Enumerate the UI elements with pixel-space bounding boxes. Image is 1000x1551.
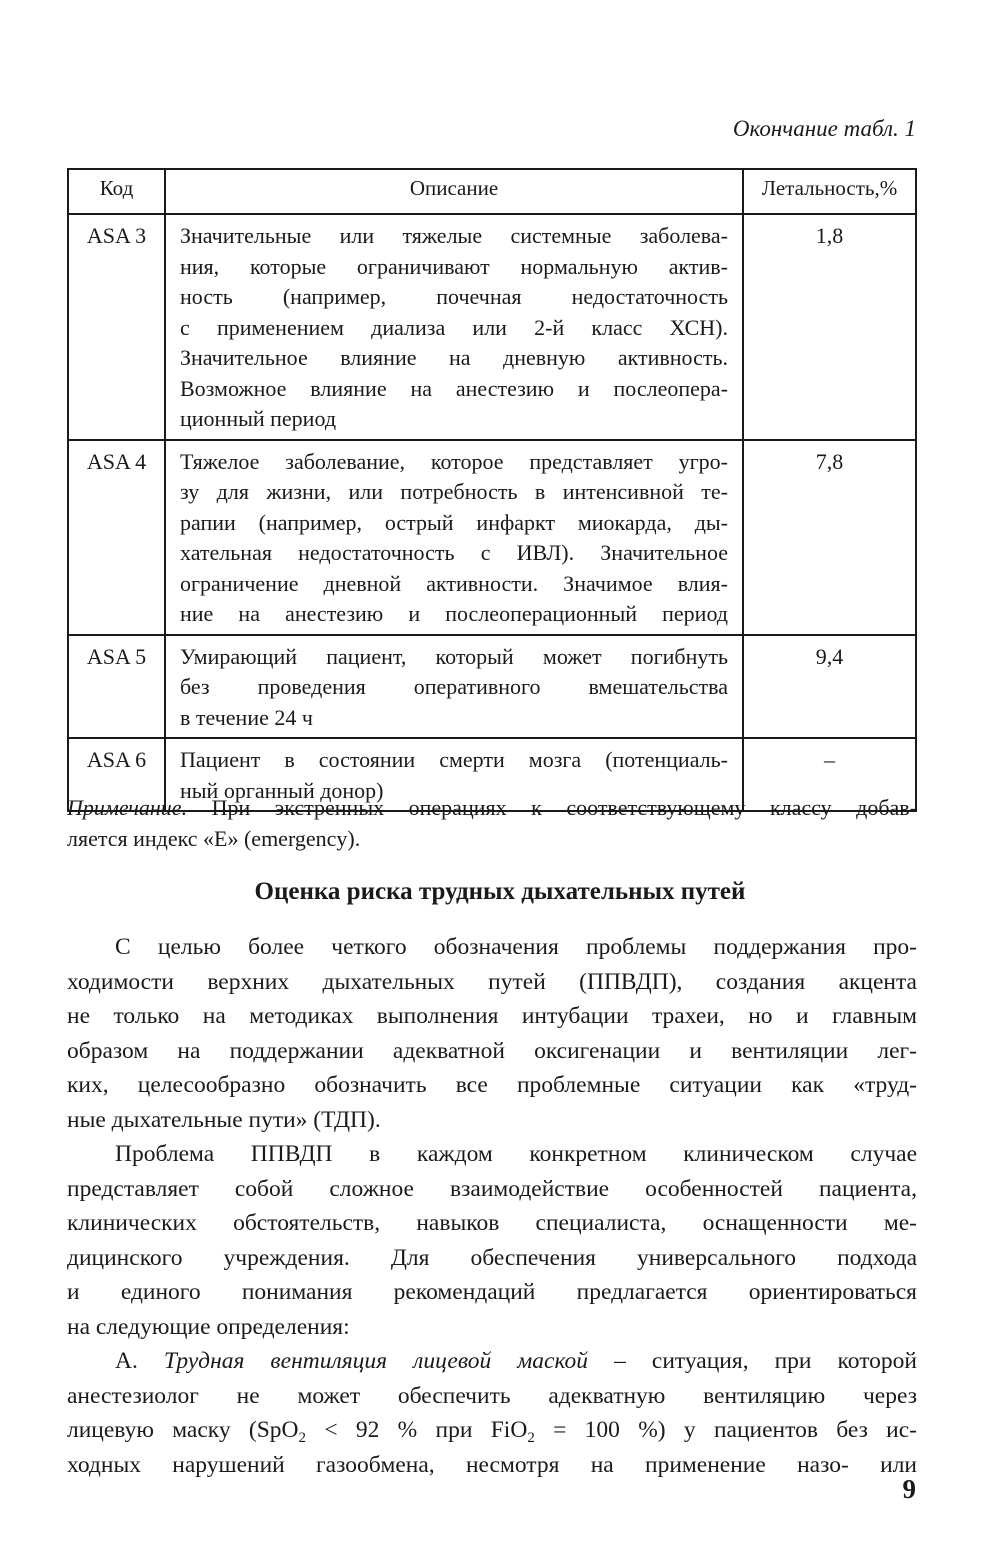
desc-line: Значительное влияние на дневную активность. <box>180 345 728 370</box>
desc-line: ограничение дневной активности. Значимое влия- <box>180 570 728 596</box>
text-fragment: – ситуация, при которой <box>588 1348 917 1374</box>
text-line: клинических обстоятельств, навыков специалиста, оснащенности ме- <box>67 1210 917 1236</box>
cell-code: ASA 4 <box>68 440 165 635</box>
desc-line: ный органный донор) <box>180 777 384 803</box>
cell-code: ASA 3 <box>68 214 165 440</box>
note-text: ляется индекс «Е» (emergency). <box>67 826 361 851</box>
defined-term: Трудная вентиляция лицевой маской <box>163 1348 589 1374</box>
subscript: 2 <box>298 1430 307 1446</box>
desc-line: в течение 24 ч <box>180 704 313 730</box>
cell-lethality: 7,8 <box>743 440 916 635</box>
desc-line: ние на анестезию и послеоперационный период <box>180 601 728 626</box>
desc-line: Пациент в состоянии смерти мозга (потенциаль- <box>180 747 728 772</box>
table-row <box>68 214 916 440</box>
text-line: С целью более четкого обозначения проблемы поддержания про- <box>115 934 917 960</box>
text-line: ходимости верхних дыхательных путей (ППВДП), создания акцента <box>67 968 917 995</box>
text-line: образом на поддержании адекватной оксигенации и вентиляции лег- <box>67 1037 917 1064</box>
cell-code: ASA 5 <box>68 635 165 739</box>
cell-lethality: 1,8 <box>743 214 916 440</box>
text-line: ходных нарушений газообмена, несмотря на применение назо- или <box>67 1451 917 1478</box>
text-line: дицинского учреждения. Для обеспечения универсального подхода <box>67 1244 917 1271</box>
desc-line: ния, которые ограничивают нормальную актив- <box>180 253 728 279</box>
cell-description <box>165 440 743 635</box>
section-heading: Оценка риска трудных дыхательных путей <box>254 878 746 905</box>
paragraph-3 <box>67 1344 917 1482</box>
text-line: Проблема ППВДП в каждом конкретном клиническом случае <box>115 1141 917 1167</box>
cell-lethality: 9,4 <box>743 635 916 739</box>
desc-line: ность (например, почечная недостаточность <box>180 284 728 309</box>
table-row <box>68 635 916 739</box>
subscript: 2 <box>527 1430 535 1446</box>
desc-line: Возможное влияние на анестезию и послеопера- <box>180 375 728 401</box>
text-line: анестезиолог не может обеспечить адекватную вентиляцию через <box>67 1382 917 1409</box>
cell-description <box>165 635 743 739</box>
text-line: представляет собой сложное взаимодействие особенностей пациента, <box>67 1175 917 1202</box>
paragraph-1 <box>67 930 917 1137</box>
text-line: и единого понимания рекомендаций предлагается ориентироваться <box>67 1279 917 1305</box>
list-marker: А. <box>115 1348 164 1374</box>
note-text: При экстренных операциях к соответствующему классу добав- <box>187 795 917 820</box>
desc-line: хательная недостаточность с ИВЛ). Значительное <box>180 540 728 565</box>
table-caption: Окончание табл. 1 <box>732 116 916 141</box>
cell-code: ASA 6 <box>68 738 165 811</box>
text-fragment: = 100 %) у пациентов без ис- <box>534 1417 917 1443</box>
text-line: ные дыхательные пути» (ТДП). <box>67 1106 381 1133</box>
desc-line: без проведения оперативного вмешательства <box>180 674 728 699</box>
table-note <box>67 792 917 854</box>
desc-line: Умирающий пациент, который может погибнуть <box>180 643 728 669</box>
text-line: на следующие определения: <box>67 1313 350 1340</box>
table-header-row <box>68 169 916 214</box>
paragraph-2 <box>67 1137 917 1344</box>
desc-line: Тяжелое заболевание, которое представляет угро- <box>180 448 728 474</box>
note-label: Примечание. <box>67 795 188 820</box>
desc-line: Значительные или тяжелые системные заболева- <box>180 223 728 248</box>
page-number: 9 <box>902 1474 916 1504</box>
desc-line: с применением диализа или 2-й класс ХСН). <box>180 314 728 340</box>
text-fragment: лицевую маску (SpO <box>67 1417 299 1443</box>
table-row <box>68 440 916 635</box>
text-line: не только на методиках выполнения интубации трахеи, но и главным <box>67 1003 917 1029</box>
asa-classification-table <box>67 168 917 812</box>
desc-line: рапии (например, острый инфаркт миокарда, ды- <box>180 509 728 535</box>
header-lethality: Летальность,% <box>743 169 916 214</box>
desc-line: ционный период <box>180 406 337 431</box>
header-code: Код <box>68 169 165 214</box>
text-fragment: < 92 % при FiO <box>306 1417 528 1443</box>
desc-line: зу для жизни, или потребность в интенсивной те- <box>180 479 728 504</box>
cell-lethality: – <box>743 738 916 811</box>
cell-description <box>165 214 743 440</box>
text-line: ких, целесообразно обозначить все проблемные ситуации как «труд- <box>67 1072 917 1098</box>
header-description: Описание <box>165 169 743 214</box>
